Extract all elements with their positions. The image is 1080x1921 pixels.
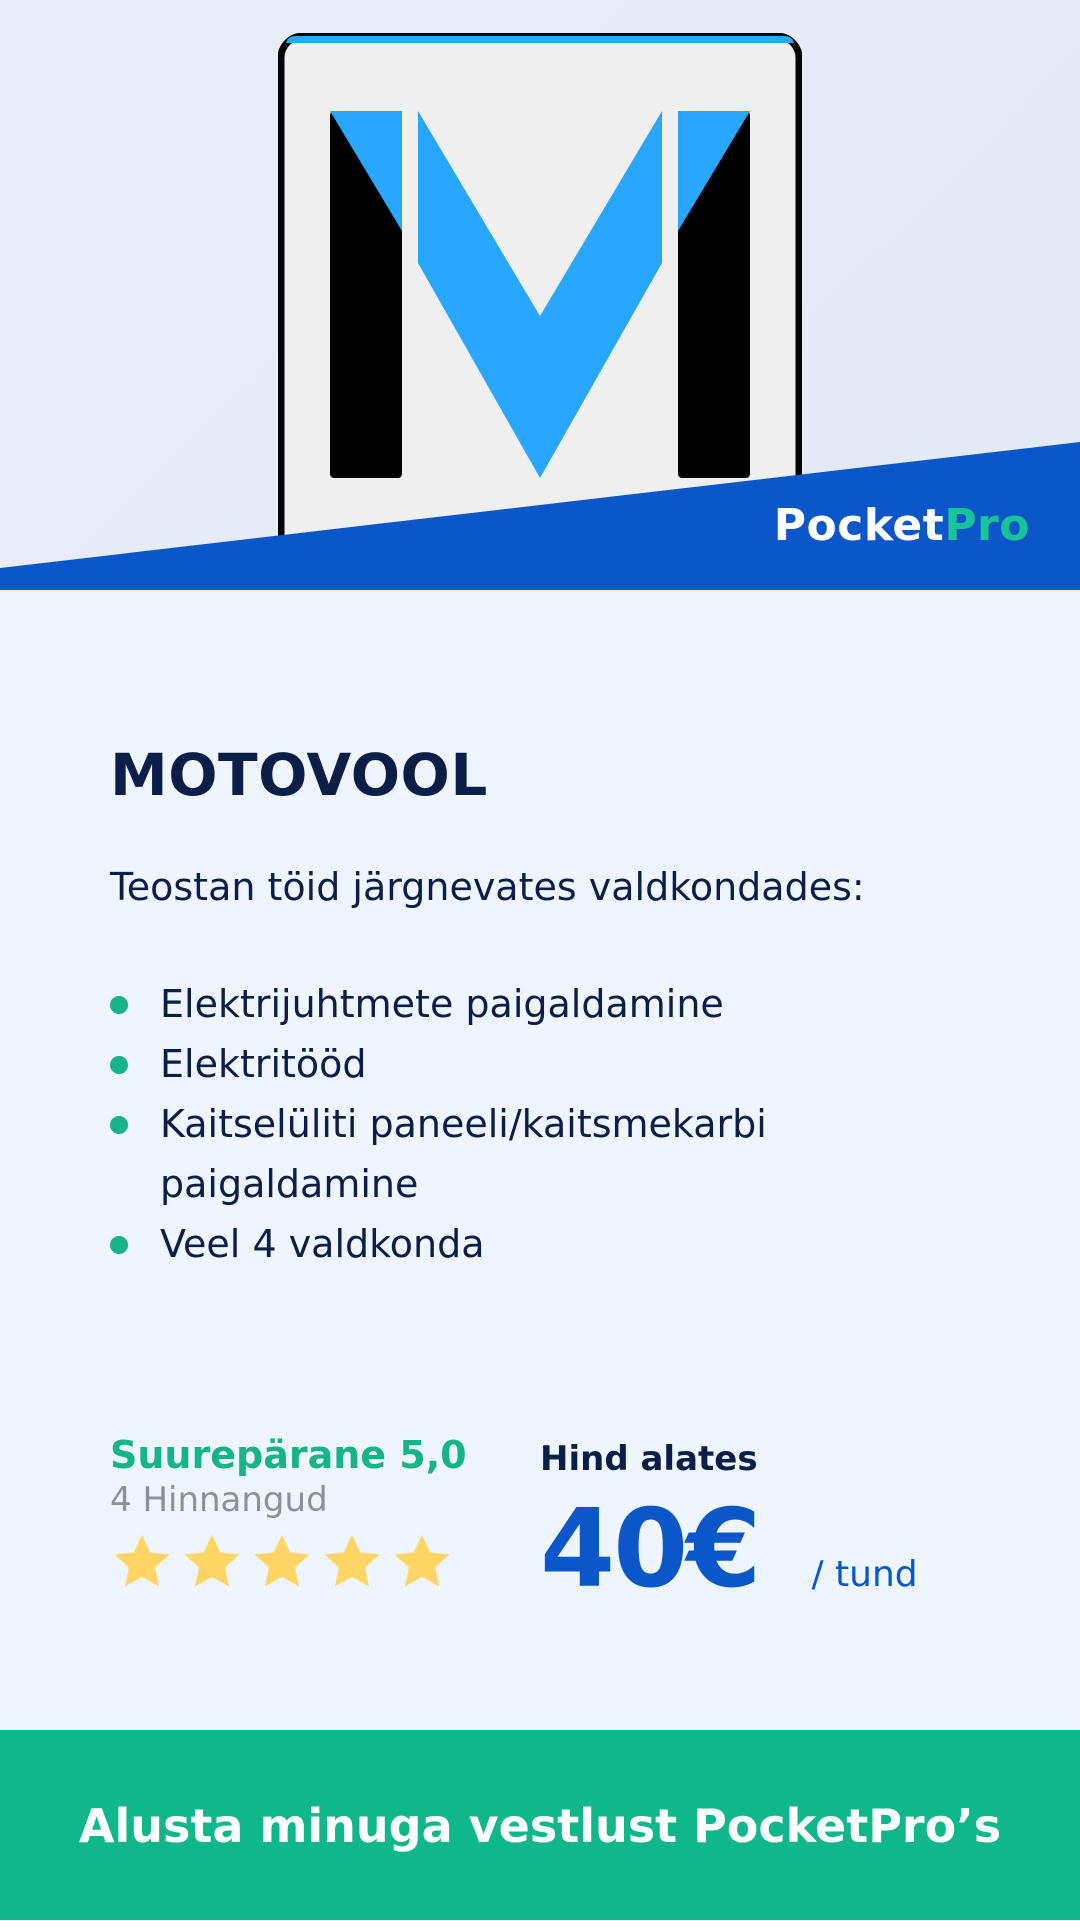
provider-title: MOTOVOOL — [110, 741, 488, 809]
service-item — [110, 1034, 970, 1094]
bullet-icon — [110, 1236, 128, 1254]
star-icon — [110, 1530, 174, 1594]
rating-label: Suurepärane 5,0 — [110, 1433, 467, 1477]
hero-banner — [0, 0, 1080, 590]
price-unit: / tund — [811, 1554, 918, 1595]
price-row — [540, 1487, 1000, 1612]
services-intro: Teostan töid järgnevates valdkondades: — [110, 865, 865, 909]
profile-section — [110, 740, 970, 1274]
start-chat-button[interactable]: Alusta minuga vestlust PocketPro’s — [0, 1730, 1080, 1920]
price-block — [540, 1436, 1000, 1610]
brand-part-pocket: Pocket — [773, 500, 945, 551]
star-icon — [390, 1530, 454, 1594]
star-icon — [250, 1530, 314, 1594]
rating-block — [110, 1432, 510, 1594]
brand-part-pro: Pro — [944, 500, 1030, 551]
star-icon — [320, 1530, 384, 1594]
star-rating — [110, 1530, 510, 1594]
rating-count: 4 Hinnangud — [110, 1480, 328, 1520]
service-item — [110, 974, 970, 1034]
bullet-icon — [110, 996, 128, 1014]
service-label: Elektrijuhtmete paigaldamine — [160, 982, 724, 1026]
bullet-icon — [110, 1116, 128, 1134]
star-icon — [180, 1530, 244, 1594]
service-label: Veel 4 valdkonda — [160, 1222, 485, 1266]
price-amount: 40€ — [540, 1487, 760, 1612]
service-item — [110, 1094, 970, 1214]
service-label: Kaitselüliti paneeli/kaitsmekarbi paigaldamine — [160, 1102, 767, 1206]
services-list — [110, 974, 970, 1274]
bullet-icon — [110, 1056, 128, 1074]
pocketpro-logo — [774, 500, 1030, 551]
price-label: Hind alates — [540, 1439, 758, 1479]
service-item — [110, 1214, 970, 1274]
service-label: Elektritööd — [160, 1042, 367, 1086]
